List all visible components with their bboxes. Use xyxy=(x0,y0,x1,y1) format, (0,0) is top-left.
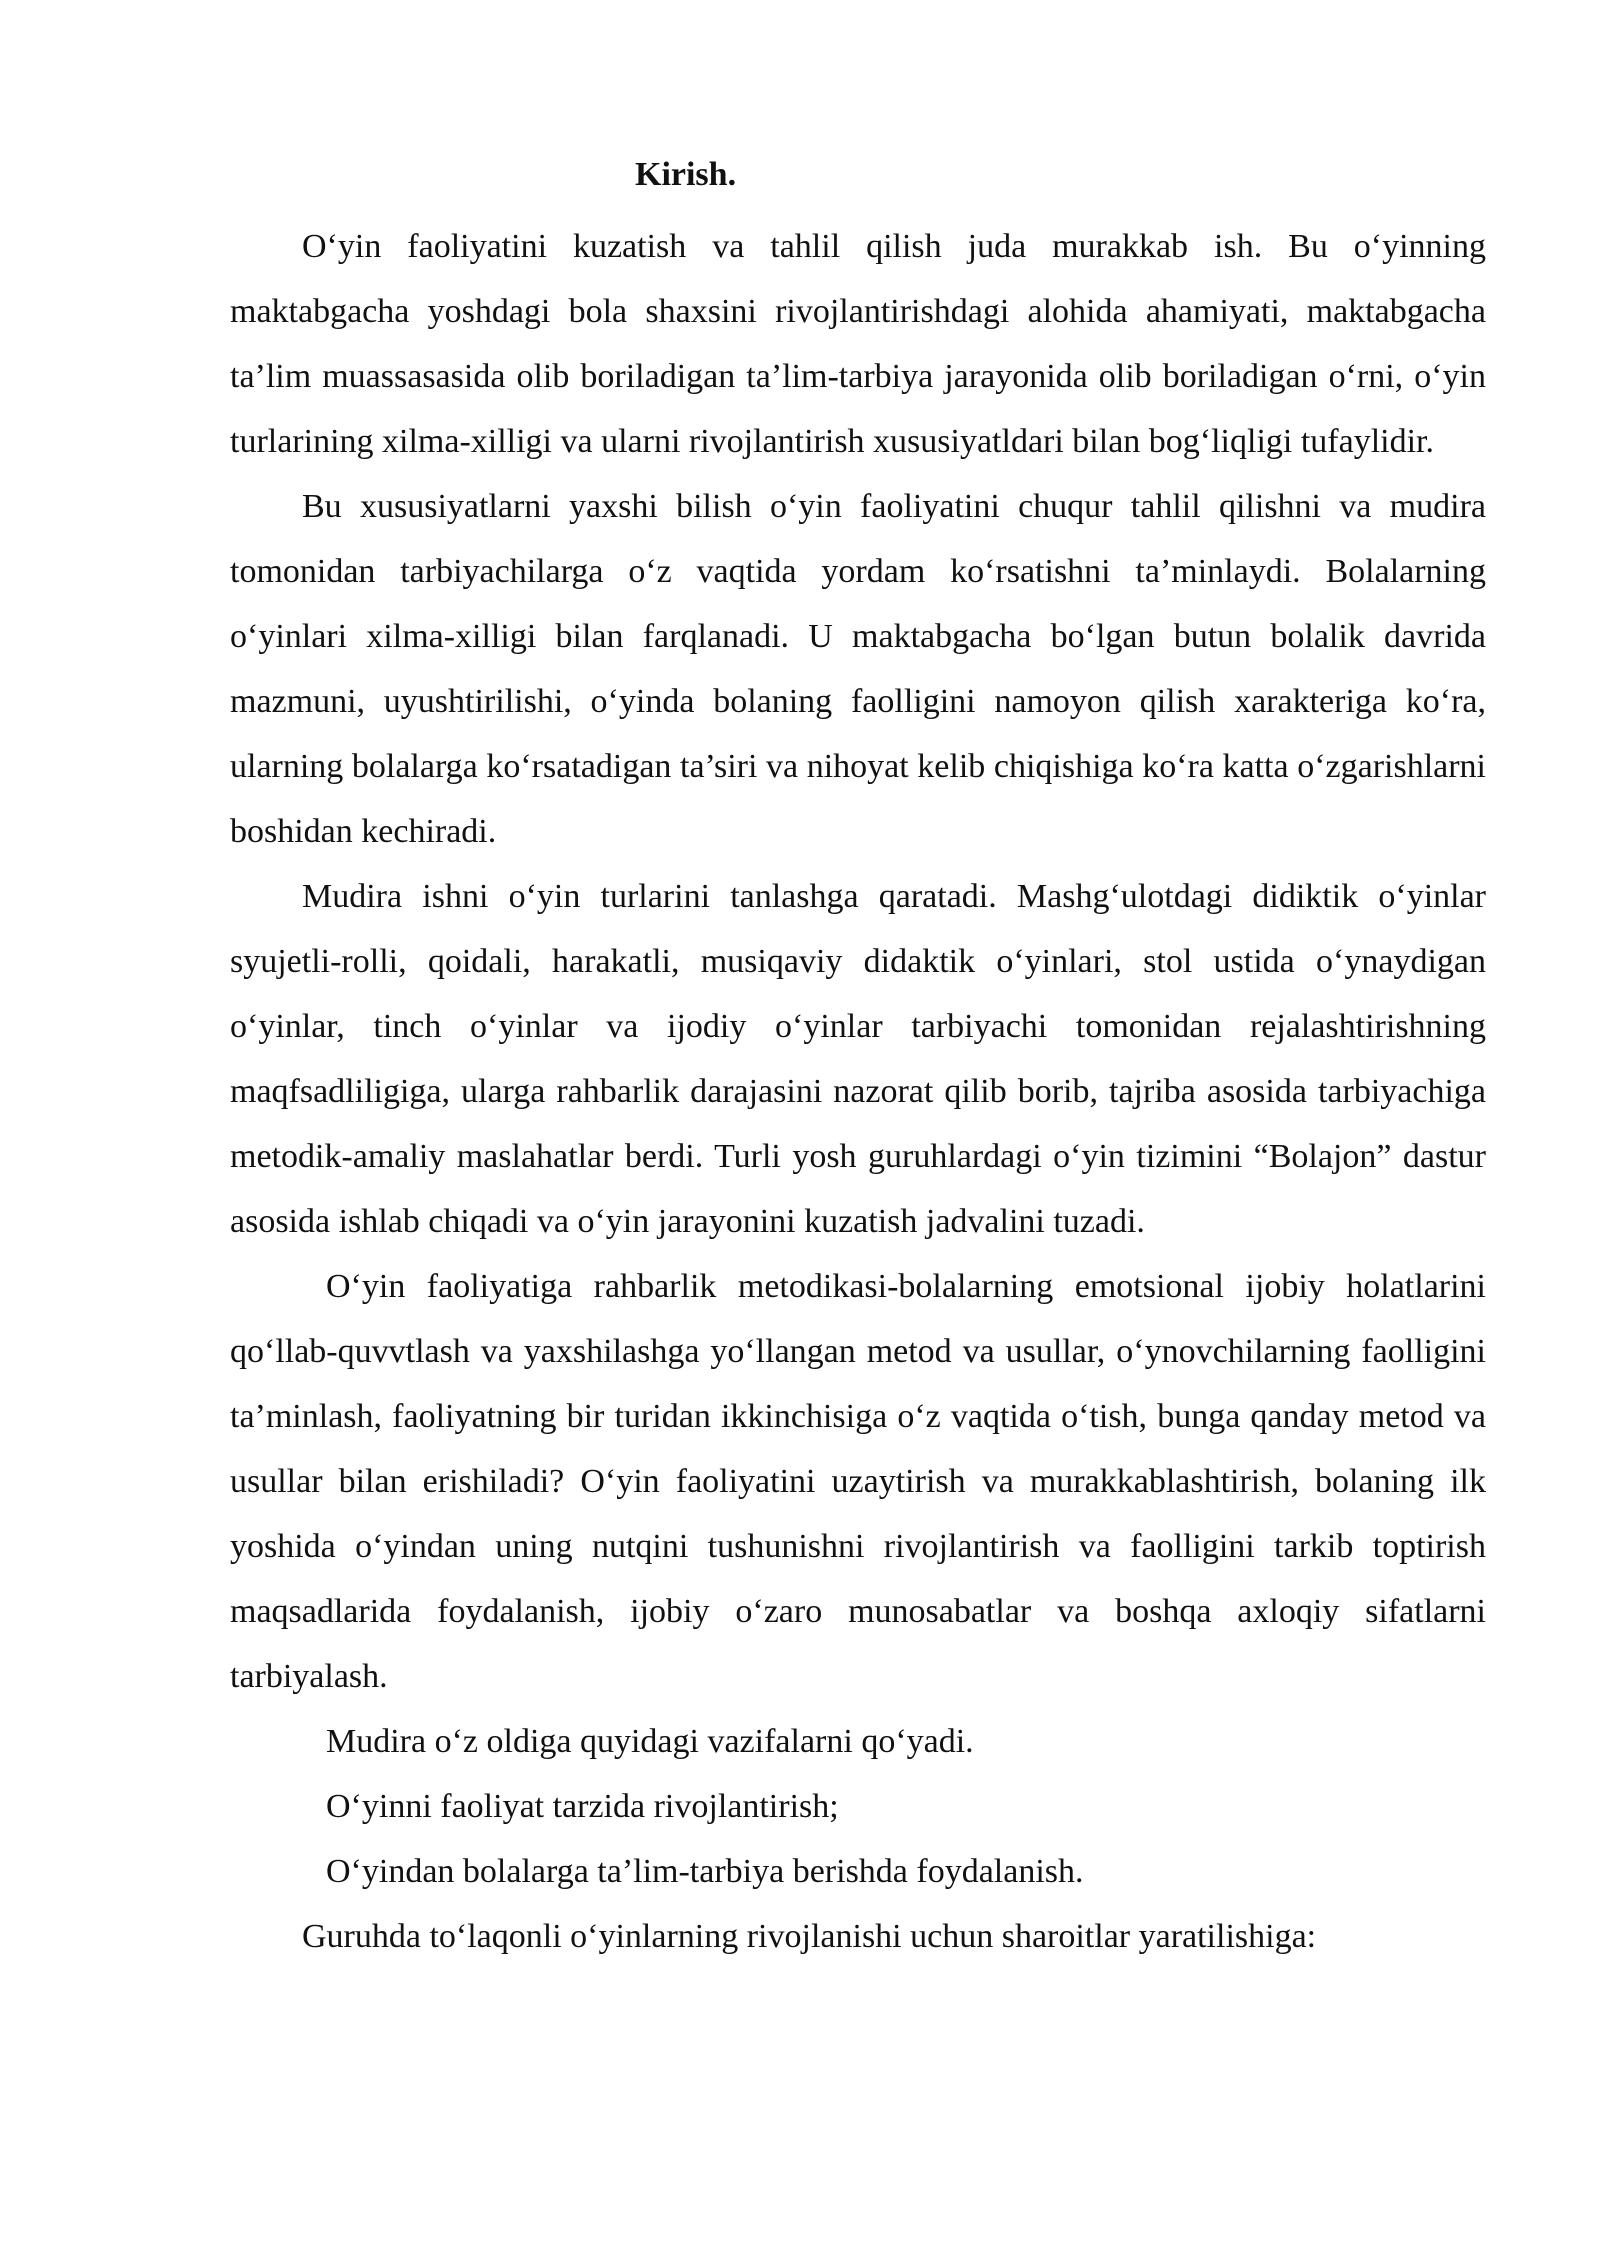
paragraph-4: O‘yin faoliyatiga rahbarlik metodikasi-bolalarning emotsional ijobiy holatlarini qo‘llab-quvvtlash va yaxshilashga yo‘llangan metod va usullar, o‘ynovchilarning faolligini ta’minlash, faoliyatning bir turidan ikkinchisiga o‘z vaqtida o‘tish, bunga qanday metod va usullar bilan erishiladi? O‘yin faoliyatini uzaytirish va murakkablashtirish, bolaning ilk yoshida o‘yindan uning nutqini tushunishni rivojlantirish va faolligini tarkib toptirish maqsadlarida foydalanish, ijobiy o‘zaro munosabatlar va boshqa axloqiy sifatlarni tarbiyalash. xyxy=(230,1268,1486,1695)
paragraph-1: O‘yin faoliyatini kuzatish va tahlil qilish juda murakkab ish. Bu o‘yinning maktabgacha yoshdagi bola shaxsini rivojlantirishdagi alohida ahamiyati, maktabgacha ta’lim muassasasida olib boriladigan ta’lim-tarbiya jarayonida olib boriladigan o‘rni, o‘yin turlarining xilma-xilligi va ularni rivojlantirish xususiyatldari bilan bog‘liqligi tufaylidir. xyxy=(230,228,1486,460)
line-task-1: O‘yinni faoliyat tarzida rivojlantirish; xyxy=(326,1788,839,1825)
line-task-2: O‘yindan bolalarga ta’lim-tarbiya berishda foydalanish. xyxy=(326,1853,1084,1890)
line-conditions: Guruhda to‘laqonli o‘yinlarning rivojlanishi uchun sharoitlar yaratilishiga: xyxy=(302,1918,1317,1955)
line-tasks-intro: Mudira o‘z oldiga quyidagi vazifalarni qo‘yadi. xyxy=(326,1723,974,1760)
paragraph-2: Bu xususiyatlarni yaxshi bilish o‘yin faoliyatini chuqur tahlil qilishni va mudira tomonidan tarbiyachilarga o‘z vaqtida yordam ko‘rsatishni ta’minlaydi. Bolalarning o‘yinlari xilma-xilligi bilan farqlanadi. U maktabgacha bo‘lgan butun bolalik davrida mazmuni, uyushtirilishi, o‘yinda bolaning faolligini namoyon qilish xarakteriga ko‘ra, ularning bolalarga ko‘rsatadigan ta’siri va nihoyat kelib chiqishiga ko‘ra katta o‘zgarishlarni boshidan kechiradi. xyxy=(230,488,1486,850)
document-page xyxy=(230,150,1486,1969)
document-title: Kirish. xyxy=(635,156,737,193)
paragraph-3: Mudira ishni o‘yin turlarini tanlashga qaratadi. Mashg‘ulotdagi didiktik o‘yinlar syujetli-rolli, qoidali, harakatli, musiqaviy didaktik o‘yinlari, stol ustida o‘ynaydigan o‘yinlar, tinch o‘yinlar va ijodiy o‘yinlar tarbiyachi tomonidan rejalashtirishning maqfsadliligiga, ularga rahbarlik darajasini nazorat qilib borib, tajriba asosida tarbiyachiga metodik-amaliy maslahatlar berdi. Turli yosh guruhlardagi o‘yin tizimini “Bolajon” dastur asosida ishlab chiqadi va o‘yin jarayonini kuzatish jadvalini tuzadi. xyxy=(230,878,1486,1240)
